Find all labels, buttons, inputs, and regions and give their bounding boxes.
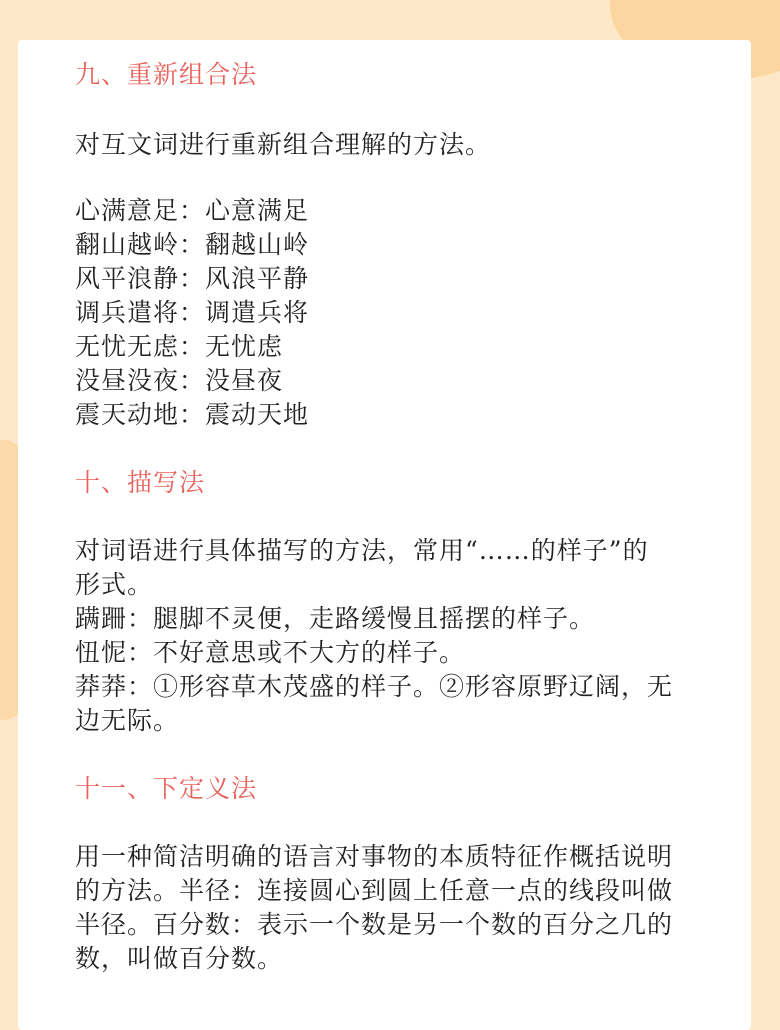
example-line: 心满意足：心意满足 xyxy=(75,196,310,225)
section-9-examples xyxy=(75,194,735,432)
body-line: 的方法。半径：连接圆心到圆上任意一点的线段叫做 xyxy=(75,876,674,905)
body-line: 边无际。 xyxy=(75,706,180,735)
example-line: 震天动地：震动天地 xyxy=(75,400,310,429)
section-11-body xyxy=(75,840,735,976)
body-line: 数，叫做百分数。 xyxy=(75,944,284,973)
section-heading-9: 九、重新组合法 xyxy=(75,60,258,89)
body-line: 用一种简洁明确的语言对事物的本质特征作概括说明 xyxy=(75,842,674,871)
body-line: 形式。 xyxy=(75,570,154,599)
body-line: 蹒跚：腿脚不灵便，走路缓慢且摇摆的样子。 xyxy=(75,604,596,633)
body-line: 对词语进行具体描写的方法，常用“……的样子”的 xyxy=(75,536,649,565)
example-line: 风平浪静：风浪平静 xyxy=(75,264,310,293)
example-line: 无忧无虑：无忧虑 xyxy=(75,332,284,361)
example-line: 调兵遣将：调遣兵将 xyxy=(75,298,310,327)
body-line: 半径。百分数：表示一个数是另一个数的百分之几的 xyxy=(75,910,674,939)
body-line: 忸怩：不好意思或不大方的样子。 xyxy=(75,638,466,667)
section-heading-10: 十、描写法 xyxy=(75,468,206,497)
body-line: 莽莽：①形容草木茂盛的样子。②形容原野辽阔，无 xyxy=(75,672,674,701)
content-card xyxy=(18,40,751,1030)
section-9-intro: 对互文词进行重新组合理解的方法。 xyxy=(75,130,492,159)
section-10-body xyxy=(75,534,735,738)
example-line: 翻山越岭：翻越山岭 xyxy=(75,230,310,259)
section-heading-11: 十一、下定义法 xyxy=(75,774,258,803)
example-line: 没昼没夜：没昼夜 xyxy=(75,366,284,395)
